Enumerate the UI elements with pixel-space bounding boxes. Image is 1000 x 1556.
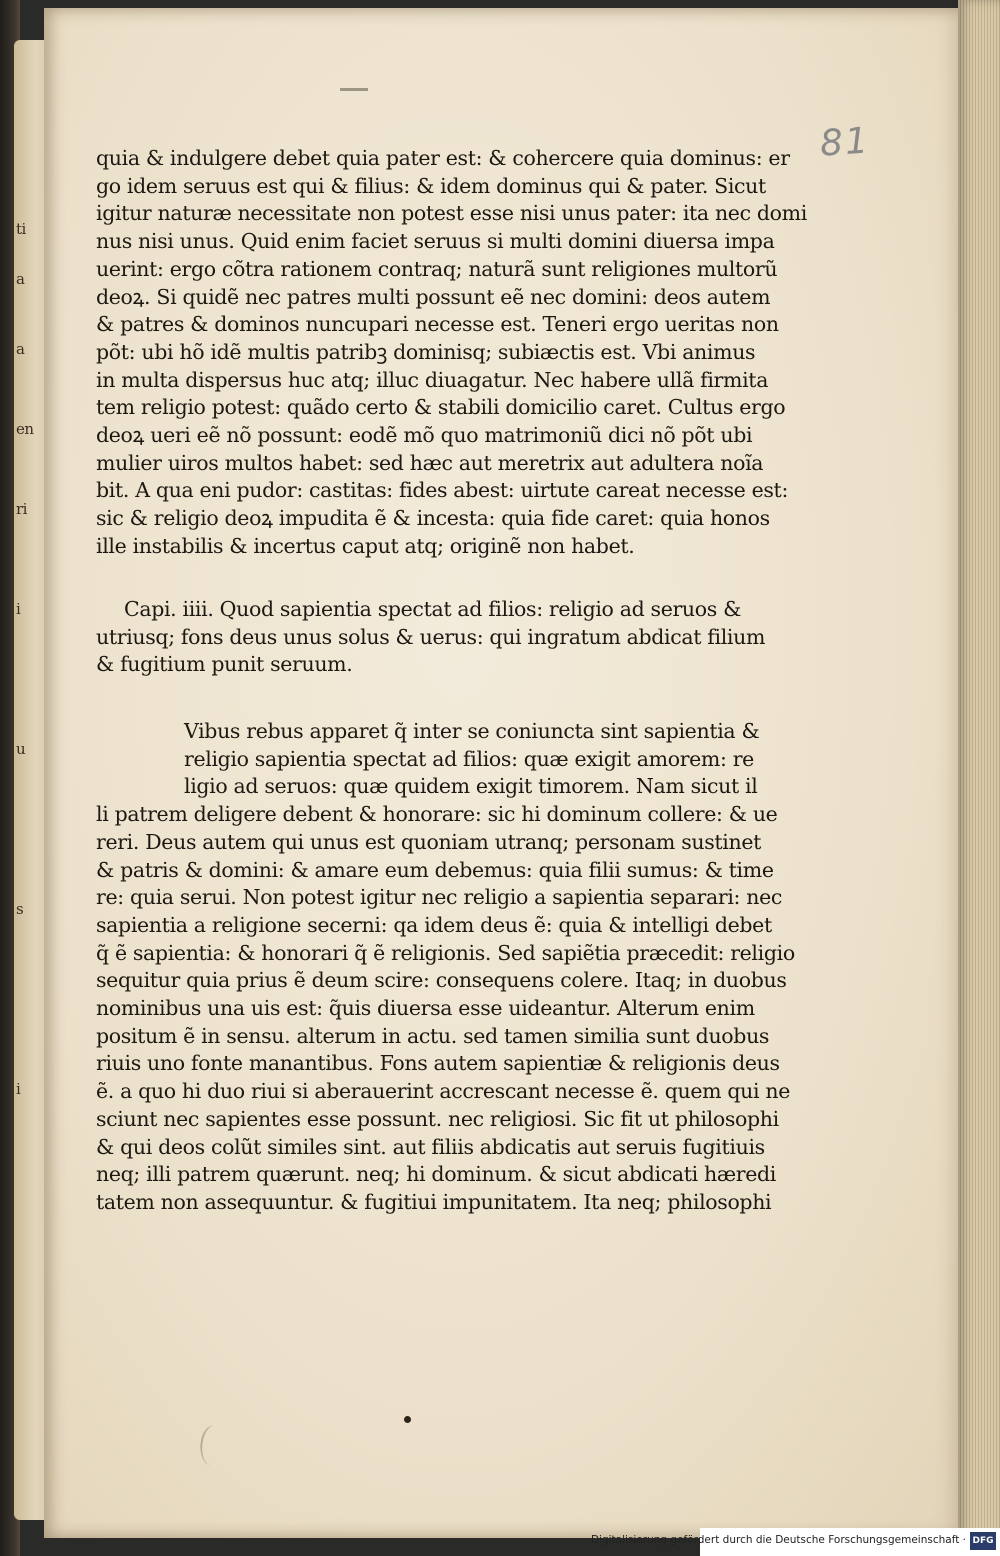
chapter-heading-line: utriusq; fons deus unus solus & uerus: qui ingratum abdicat filium	[96, 624, 766, 649]
text-line: go idem seruus est qui & filius: & idem dominus qui & pater. Sicut	[96, 173, 766, 198]
text-line: q̃ ẽ sapientia: & honorari q̃ ẽ religionis. Sed sapiẽtia præcedit: religio	[96, 940, 795, 965]
text-block-2	[96, 718, 795, 1217]
text-line: deoꝝ ueri eẽ nõ possunt: eodẽ mõ quo matrimoniũ dici nõ põt ubi	[96, 423, 753, 448]
dfg-logo-icon: DFG	[970, 1532, 996, 1550]
text-line: sciunt nec sapientes esse possunt. nec religiosi. Sic fit ut philosophi	[96, 1106, 779, 1131]
text-line: mulier uiros multos habet: sed hæc aut meretrix aut adultera noĩa	[96, 450, 764, 475]
text-line: nominibus una uis est: q̃uis diuersa esse uideantur. Alterum enim	[96, 996, 755, 1021]
text-line: ẽ. a quo hi duo riui si aberauerint accrescant necesse ẽ. quem qui ne	[96, 1079, 791, 1104]
text-line: tem religio potest: quãdo certo & stabili domicilio caret. Cultus ergo	[96, 395, 786, 420]
facing-fragment: a	[16, 340, 25, 358]
text-line: re: quia serui. Non potest igitur nec religio a sapientia separari: nec	[96, 885, 783, 910]
facing-fragment: i	[16, 600, 21, 618]
facing-fragment: en	[16, 420, 34, 438]
text-line: bit. A qua eni pudor: castitas: fides abest: uirtute careat necesse est:	[96, 478, 789, 503]
signature-dot	[404, 1416, 411, 1423]
facing-fragment: ri	[16, 500, 27, 518]
text-line: in multa dispersus huc atq; illuc diuagatur. Nec habere ullã firmita	[96, 367, 769, 392]
text-line: quia & indulgere debet quia pater est: & cohercere quia dominus: er	[96, 146, 790, 170]
text-line: igitur naturæ necessitate non potest esse nisi unus pater: ita nec domi	[96, 201, 807, 226]
chapter-heading-line: Capi. iiii. Quod sapientia spectat ad filios: religio ad seruos &	[124, 597, 742, 621]
text-line: uerint: ergo cõtra rationem contraq; naturã sunt religiones multorũ	[96, 256, 778, 281]
text-line: reri. Deus autem qui unus est quoniam utranq; personam sustinet	[96, 829, 762, 854]
footer-credit: Digitalisierung gefördert durch die Deutsche Forschungsgemeinschaft ·	[590, 1534, 966, 1546]
text-line: tatem non assequuntur. & fugitiui impunitatem. Ita neq; philosophi	[96, 1189, 772, 1214]
chapter-heading-line: & fugitium punit seruum.	[96, 652, 353, 677]
text-line: positum ẽ in sensu. alterum in actu. sed tamen similia sunt duobus	[96, 1023, 770, 1048]
facing-fragment: ti	[16, 220, 26, 238]
text-line: & qui deos colũt similes sint. aut filiis abdicatis aut seruis fugitiuis	[96, 1134, 765, 1159]
facing-fragment: i	[16, 1080, 21, 1098]
text-line: li patrem deligere debent & honorare: sic hi dominum collere: & ue	[96, 802, 778, 827]
head-mark	[340, 88, 368, 91]
text-line: sic & religio deoꝝ impudita ẽ & incesta: quia fide caret: quia honos	[96, 506, 770, 531]
text-line: religio sapientia spectat ad filios: quæ exigit amorem: re	[184, 746, 754, 771]
text-line: neq; illi patrem quærunt. neq; hi dominum. & sicut abdicati hæredi	[96, 1162, 776, 1187]
digitization-footer	[590, 1528, 1000, 1556]
facing-fragment: u	[16, 740, 26, 758]
text-line: Vibus rebus apparet q̃ inter se coniuncta sint sapientia &	[184, 719, 760, 743]
text-line: ligio ad seruos: quæ quidem exigit timorem. Nam sicut il	[184, 774, 758, 799]
text-line: sequitur quia prius ẽ deum scire: consequens colere. Itaq; in duobus	[96, 968, 787, 993]
text-line: deoꝝ. Si quidẽ nec patres multi possunt eẽ nec domini: deos autem	[96, 284, 771, 309]
facing-fragment: s	[16, 900, 24, 918]
page-stack-edge	[958, 0, 1000, 1556]
text-line: sapientia a religione secerni: qa idem deus ẽ: quia & intelligi debet	[96, 912, 772, 937]
folio-number: 81	[818, 120, 872, 165]
text-line: põt: ubi hõ idẽ multis patribꝫ dominisq; subiæctis est. Vbi animus	[96, 339, 756, 364]
text-line: riuis uno fonte manantibus. Fons autem sapientiæ & religionis deus	[96, 1051, 780, 1076]
chapter-heading	[96, 596, 766, 679]
text-line: ille instabilis & incertus caput atq; originẽ non habet.	[96, 533, 635, 558]
text-line: nus nisi unus. Quid enim faciet seruus si multi domini diuersa impa	[96, 229, 775, 254]
text-line: & patris & domini: & amare eum debemus: quia filii sumus: & time	[96, 857, 774, 882]
text-block-1	[96, 145, 807, 561]
facing-fragment: a	[16, 270, 25, 288]
text-line: & patres & dominos nuncupari necesse est. Teneri ergo ueritas non	[96, 312, 779, 337]
